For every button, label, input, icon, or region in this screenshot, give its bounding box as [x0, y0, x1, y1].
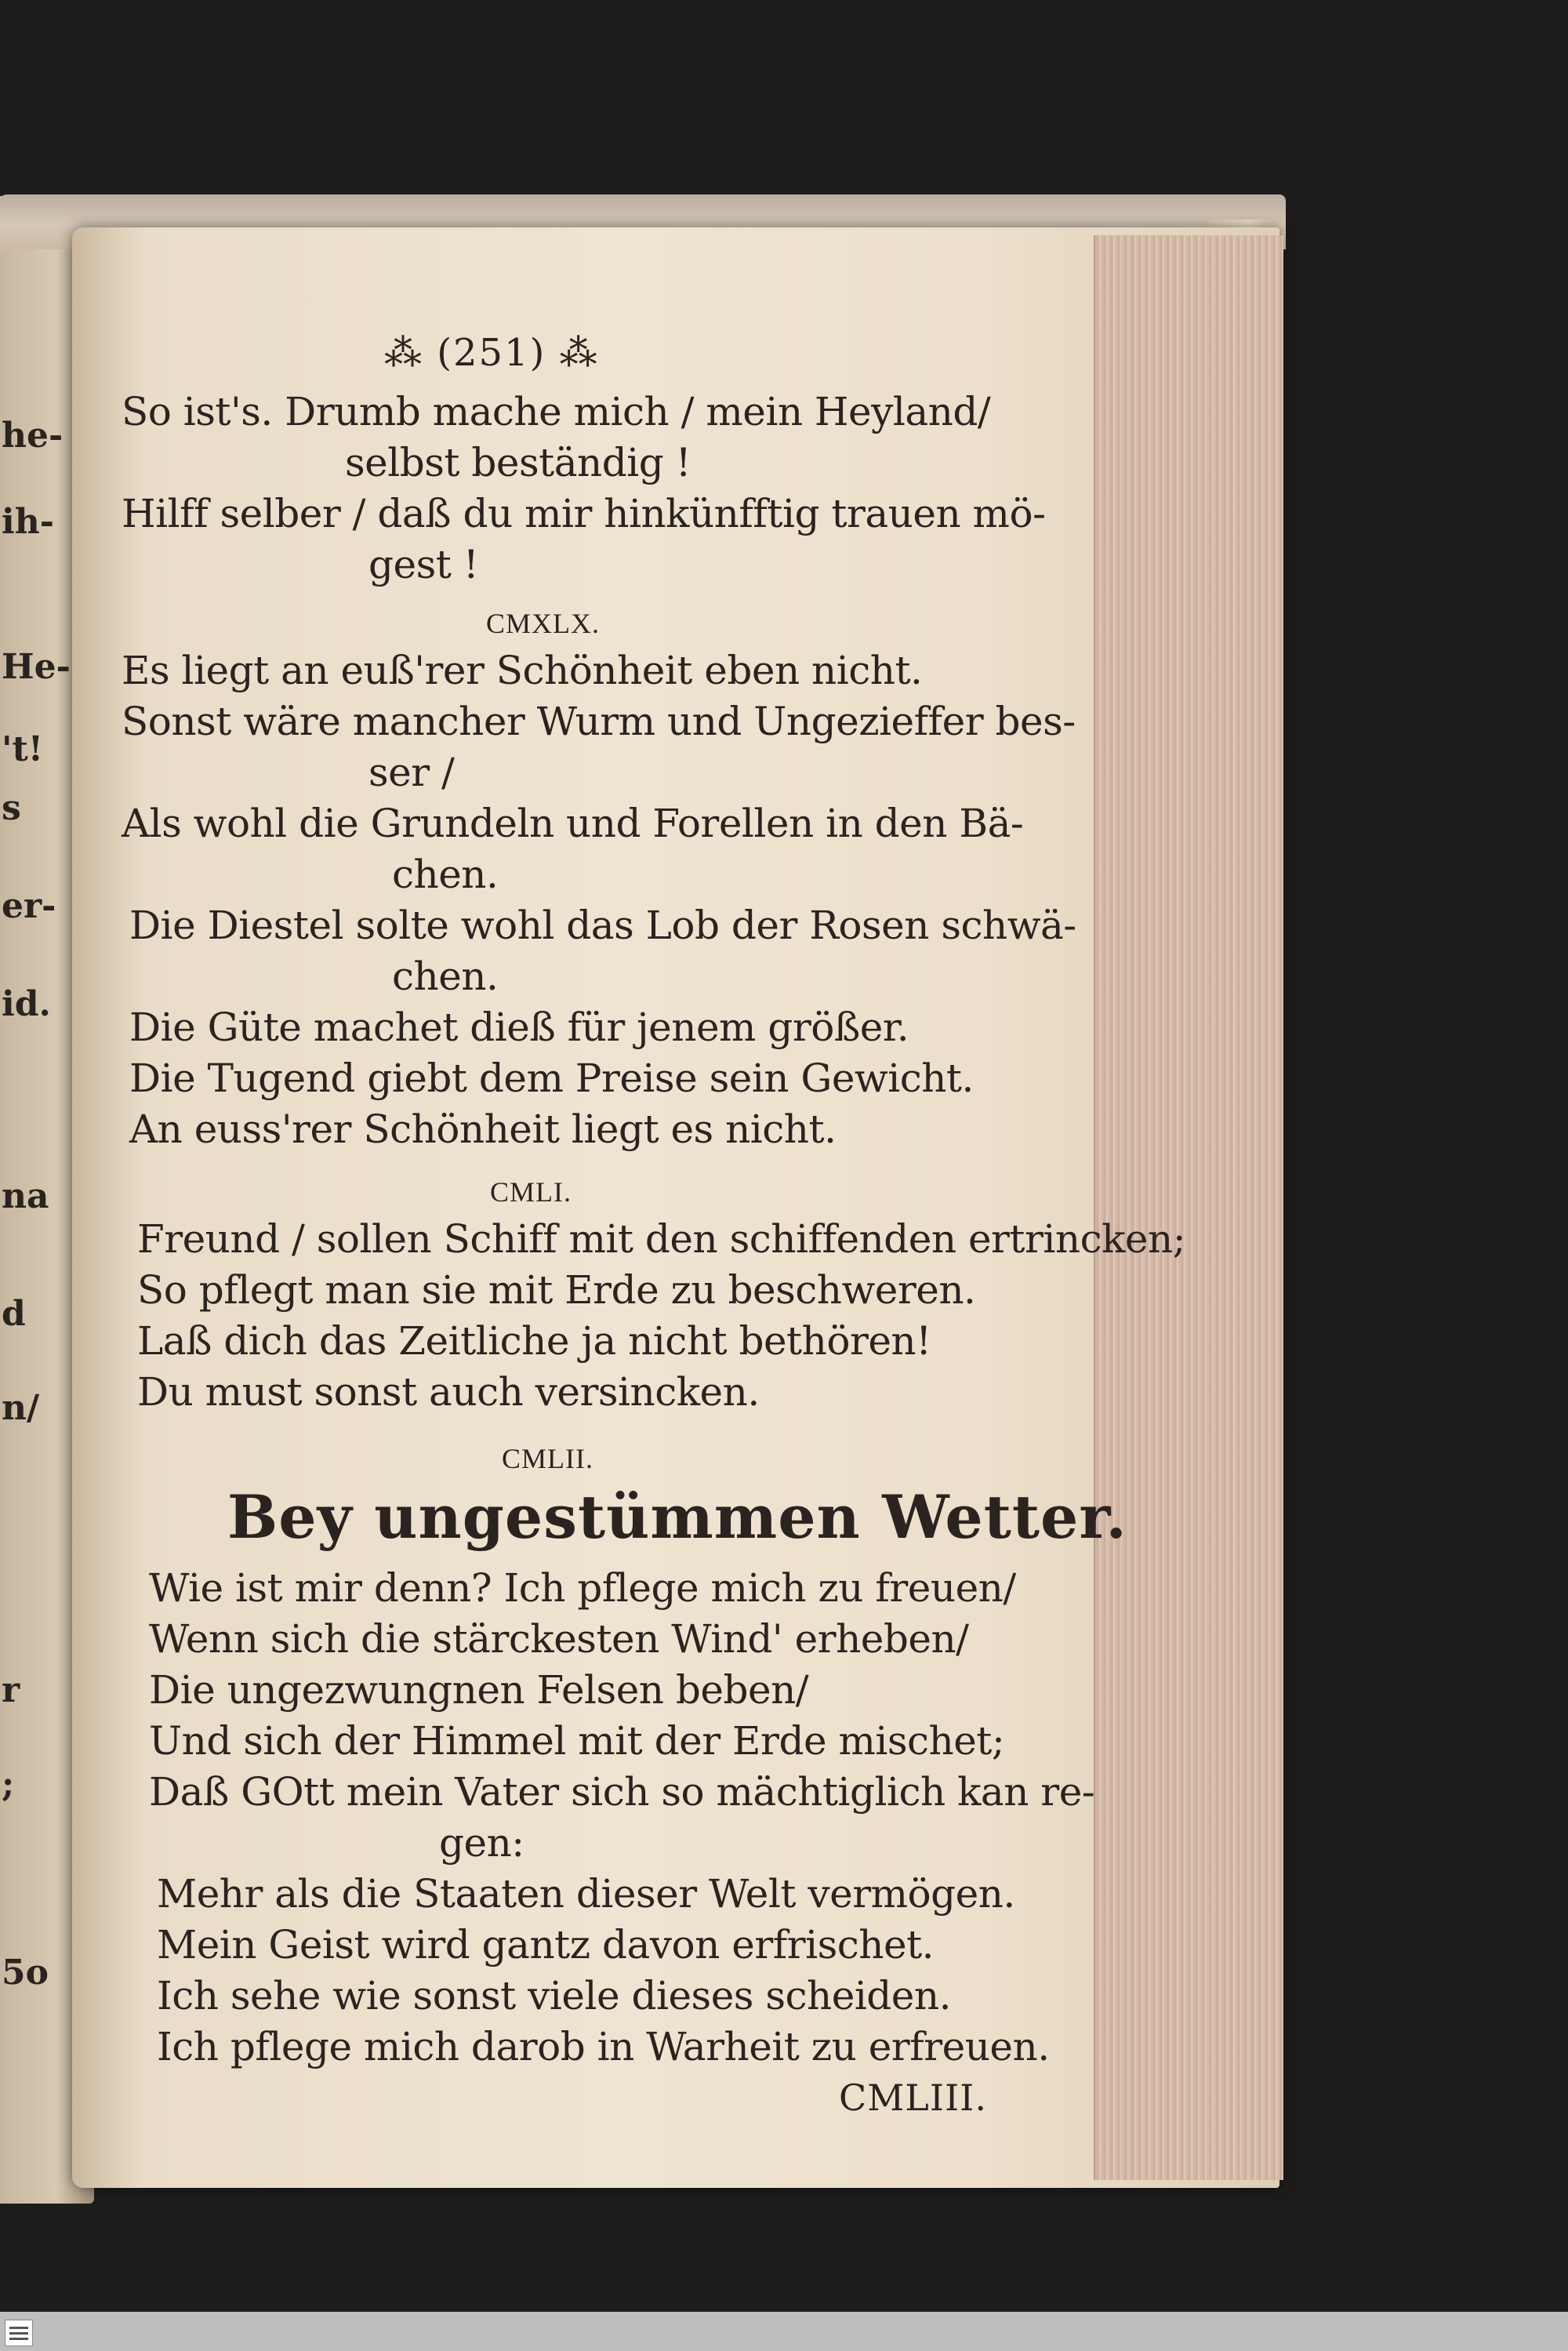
text-line: Wie ist mir denn? Ich pflege mich zu freuen/ [149, 1565, 1016, 1611]
library-logo-icon [5, 2320, 33, 2346]
section-number: CMLII. [502, 1443, 593, 1474]
margin-fragment: na [2, 1176, 49, 1216]
text-line: Du must sonst auch versincken. [137, 1369, 760, 1415]
margin-fragment: he- [2, 416, 64, 456]
text-line: Und sich der Himmel mit der Erde mischet; [149, 1718, 1005, 1764]
text-line: Es liegt an euß'rer Schönheit eben nicht. [122, 648, 923, 693]
text-line: chen. [392, 954, 499, 999]
text-line: An euss'rer Schönheit liegt es nicht. [129, 1106, 837, 1152]
text-line: ser / [368, 750, 455, 795]
text-line: Die Diestel solte wohl das Lob der Rosen schwä- [129, 903, 1076, 948]
text-line: Die Tugend giebt dem Preise sein Gewicht. [129, 1056, 974, 1101]
margin-fragment: ih- [2, 502, 54, 542]
section-number: CMLI. [490, 1176, 572, 1208]
text-line: chen. [392, 852, 499, 897]
text-line: Als wohl die Grundeln und Forellen in den Bä- [122, 801, 1024, 846]
viewer-footer-bar [0, 2312, 1568, 2351]
text-line: Mehr als die Staaten dieser Welt vermögen. [157, 1871, 1015, 1917]
text-line: Mein Geist wird gantz davon erfrischet. [157, 1922, 935, 1968]
margin-fragment: n/ [2, 1388, 40, 1428]
margin-fragment: 5o [2, 1953, 49, 1993]
text-line: Wenn sich die stärckesten Wind' erheben/ [149, 1616, 969, 1662]
text-line: gen: [439, 1820, 524, 1866]
text-line: So pflegt man sie mit Erde zu beschweren. [137, 1267, 976, 1313]
margin-fragment: 't! [2, 729, 44, 769]
text-line: So ist's. Drumb mache mich / mein Heyland/ [122, 389, 991, 434]
text-line: Die Güte machet dieß für jenem größer. [129, 1005, 909, 1050]
text-line: Sonst wäre mancher Wurm und Ungezieffer bes- [122, 699, 1076, 744]
margin-fragment: id. [2, 984, 51, 1024]
margin-fragment: r [2, 1670, 20, 1710]
margin-fragment: ; [2, 1764, 15, 1804]
section-number: CMXLX. [486, 608, 601, 639]
text-line: gest ! [368, 542, 479, 587]
section-title: Bey ungestümmen Wetter. [227, 1482, 1127, 1552]
text-line: Die ungezwungnen Felsen beben/ [149, 1667, 809, 1713]
page-stack-edges [1094, 235, 1283, 2180]
catchword: CMLIII. [839, 2077, 987, 2119]
page-header: ⁂ (251) ⁂ [384, 331, 599, 375]
text-line: selbst beständig ! [345, 440, 691, 485]
text-line: Ich pflege mich darob in Warheit zu erfreuen. [157, 2024, 1050, 2069]
margin-fragment: d [2, 1294, 26, 1334]
margin-fragment: He- [2, 647, 71, 687]
margin-fragment: er- [2, 886, 56, 926]
text-line: Ich sehe wie sonst viele dieses scheiden. [157, 1973, 951, 2019]
text-line: Laß dich das Zeitliche ja nicht bethören! [137, 1318, 931, 1364]
text-line: Daß GOtt mein Vater sich so mächtiglich kan re- [149, 1769, 1095, 1815]
margin-fragment: s [2, 788, 21, 828]
text-line: Freund / sollen Schiff mit den schiffenden ertrincken; [137, 1216, 1186, 1262]
text-line: Hilff selber / daß du mir hinkünfftig trauen mö- [122, 491, 1046, 536]
